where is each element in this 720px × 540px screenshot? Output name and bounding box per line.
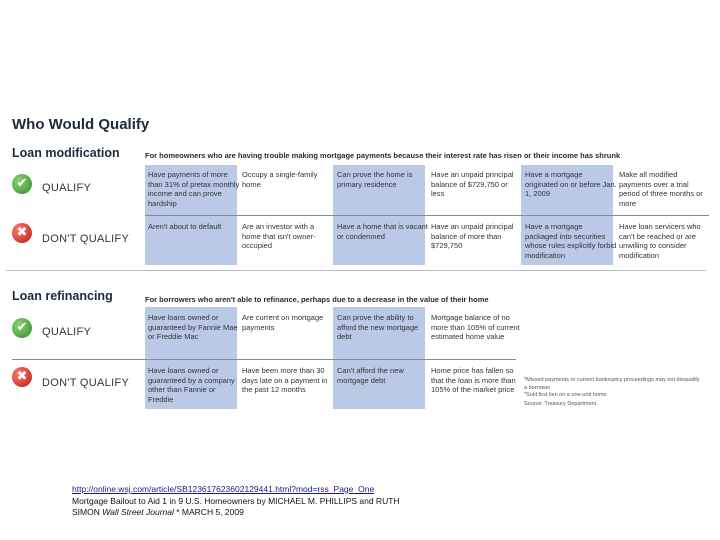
publication-name: Wall Street Journal	[102, 507, 174, 517]
loan-modification-heading: Loan modification	[12, 146, 120, 160]
figure-title: Who Would Qualify	[12, 116, 150, 133]
table-cell: Have been more than 30 days late on a payment in the past 12 months	[242, 366, 328, 395]
footnote: *Missed payments or current bankruptcy proceedings may not disqualify a borrower	[524, 377, 700, 391]
row-divider	[12, 359, 516, 360]
caption	[72, 484, 692, 519]
table-cell: Home price has fallen so that the loan is more than 105% of the market price	[431, 366, 516, 395]
table-cell: Are current on mortgage payments	[242, 313, 324, 332]
source-note: Source: Treasury Department	[524, 401, 597, 407]
section-divider	[6, 270, 706, 271]
loan-refinancing-subheading: For borrowers who aren't able to refinance, perhaps due to a decrease in the value of their home	[145, 295, 489, 304]
table-cell: Have a mortgage originated on or before Jan. 1, 2009	[525, 170, 617, 199]
article-link[interactable]: http://online.wsj.com/article/SB123617623602129441.html?mod=rss_Page_One	[72, 484, 375, 494]
table-cell: Have loans owned or guaranteed by Fannie Mae or Freddie Mac	[148, 313, 238, 342]
dont-qualify-label: DON'T QUALIFY	[42, 233, 130, 245]
qualify-label: QUALIFY	[42, 182, 92, 194]
x-mark-icon: ✖	[12, 367, 32, 387]
checkmark-icon: ✔	[12, 318, 32, 338]
table-cell: Have loans owned or guaranteed by a company other than Fannie or Freddie	[148, 366, 235, 404]
row-divider	[145, 215, 709, 216]
checkmark-icon: ✔	[12, 174, 32, 194]
table-cell: Have payments of more than 31% of pretax monthly income and can prove hardship	[148, 170, 240, 208]
dont-qualify-label: DON'T QUALIFY	[42, 377, 130, 389]
table-cell: Have a mortgage packaged into securities whose rules explicitly forbid modification	[525, 222, 617, 260]
footnote: *Sold first lien on a one-unit home	[524, 392, 607, 398]
table-cell: Make all modified payments over a trial period of three months or more	[619, 170, 703, 208]
table-cell: Can't afford the new mortgage debt	[337, 366, 404, 385]
table-cell: Aren't about to default	[148, 222, 222, 231]
table-cell: Have a home that is vacant or condemned	[337, 222, 428, 241]
table-cell: Are an investor with a home that isn't owner-occupied	[242, 222, 316, 251]
table-cell: Occupy a single-family home	[242, 170, 318, 189]
qualification-figure	[6, 107, 714, 420]
table-cell: Can prove the ability to afford the new mortgage debt	[337, 313, 419, 342]
caption-line: SIMON Wall Street Journal * MARCH 5, 2009	[72, 507, 244, 517]
table-cell: Have loan servicers who can't be reached or are unwilling to consider modification	[619, 222, 701, 260]
loan-refinancing-heading: Loan refinancing	[12, 289, 113, 303]
caption-line: Mortgage Bailout to Aid 1 in 9 U.S. Homeowners by MICHAEL M. PHILLIPS and RUTH	[72, 495, 400, 506]
table-cell: Can prove the home is primary residence	[337, 170, 413, 189]
table-cell: Mortgage balance of no more than 105% of current estimated home value	[431, 313, 520, 342]
qualify-label: QUALIFY	[42, 326, 92, 338]
table-cell: Have an unpaid principal balance of $729,750 or less	[431, 170, 514, 199]
table-cell: Have an unpaid principal balance of more than $729,750	[431, 222, 514, 251]
loan-modification-subheading: For homeowners who are having trouble making mortgage payments because their interest rate has risen or their income has shrunk	[145, 151, 621, 160]
x-mark-icon: ✖	[12, 223, 32, 243]
